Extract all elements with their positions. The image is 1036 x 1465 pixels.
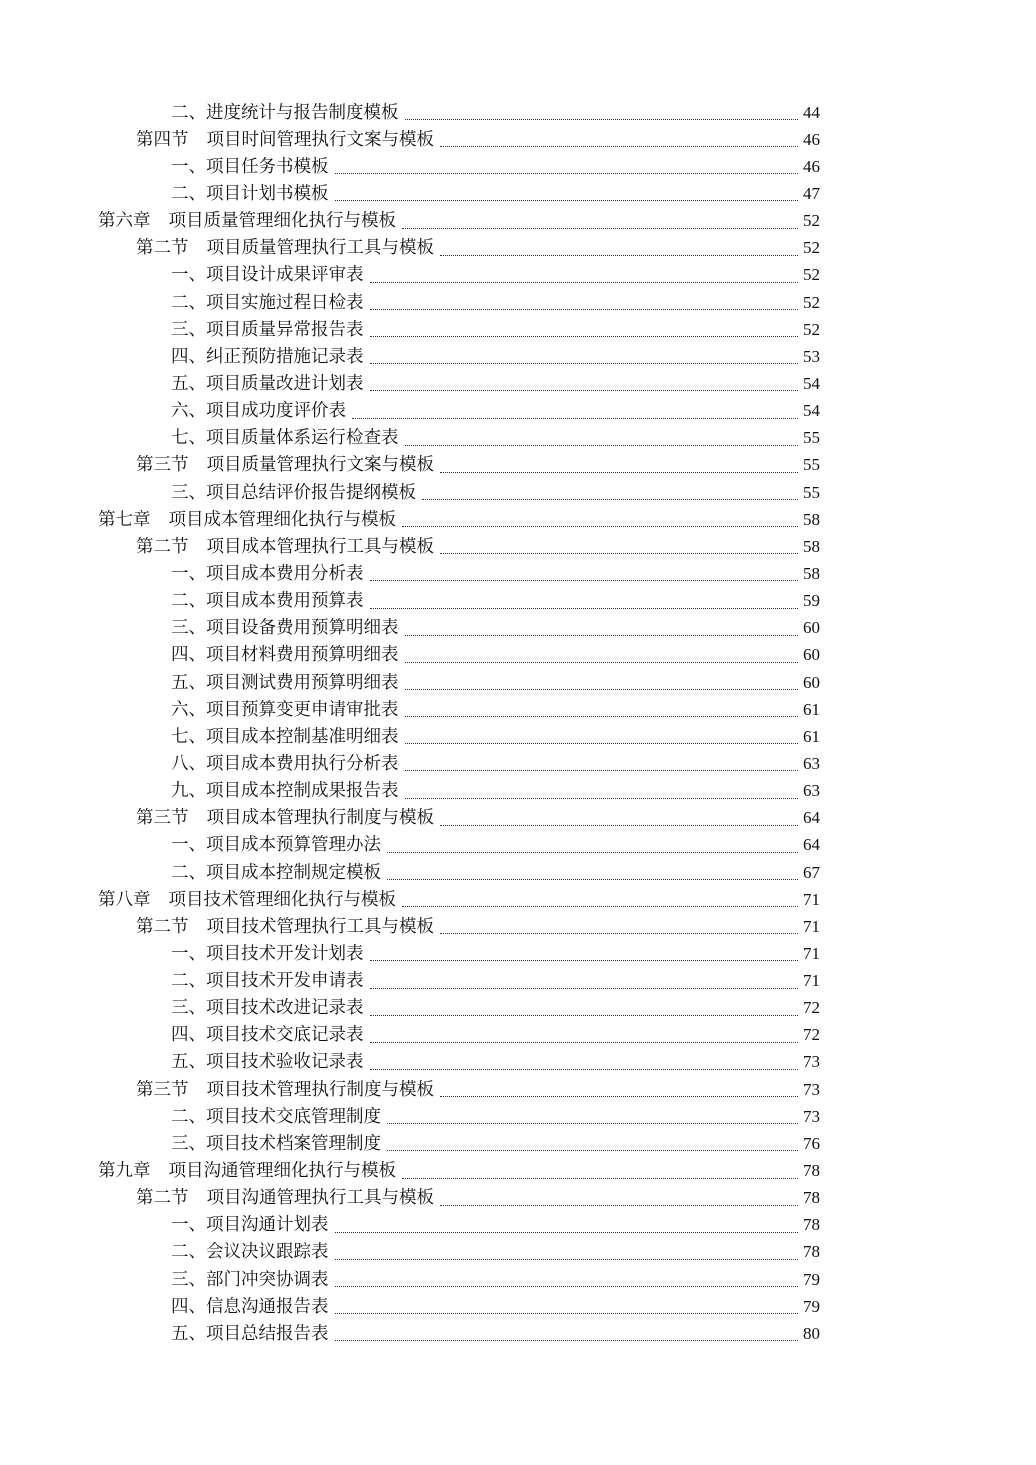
toc-entry-title [171,1052,368,1072]
toc-entry-number: 四、 [171,1296,206,1317]
dot-leader [335,1232,799,1233]
toc-entry-number: 第四节 [136,129,189,150]
toc-entry-text: 项目技术改进记录表 [206,998,364,1019]
toc-entry-text: 项目质量管理细化执行与模板 [168,211,396,232]
toc-page-number: 47 [803,183,820,203]
toc-entry[interactable] [0,642,1036,669]
dot-leader [387,1150,798,1151]
toc-entry[interactable] [0,1266,1036,1293]
toc-entry-text: 项目总结报告表 [206,1323,329,1344]
toc-entry-number: 四、 [171,346,206,367]
toc-entry-text: 项目预算变更申请审批表 [206,699,399,720]
toc-entry-text: 项目技术交底管理制度 [206,1106,381,1127]
toc-entry-text: 项目沟通管理细化执行与模板 [168,1161,396,1182]
toc-entry[interactable] [0,1293,1036,1320]
toc-entry-number: 四、 [171,1025,206,1046]
toc-entry-title [171,1134,385,1154]
toc-page-number: 63 [803,781,820,801]
dot-leader [440,553,798,554]
toc-entry[interactable] [0,995,1036,1022]
toc-entry-number: 二、 [171,862,206,883]
dot-leader [402,1178,798,1179]
toc-entry-title [171,645,403,665]
toc-entry[interactable] [0,1157,1036,1184]
toc-page-number: 58 [803,536,820,556]
dot-leader [405,689,799,690]
toc-entry-text: 项目质量改进计划表 [206,373,364,394]
toc-entry-title [171,1297,333,1317]
toc-entry-title [171,781,403,801]
toc-entry-title [171,293,368,313]
toc-entry-title [171,835,385,855]
toc-entry-number: 七、 [171,726,206,747]
toc-entry-text: 项目质量异常报告表 [206,319,364,340]
toc-page-number: 78 [803,1215,820,1235]
toc-entry-text: 进度统计与报告制度模板 [206,102,399,123]
toc-entry-title [136,537,438,557]
toc-entry[interactable] [0,778,1036,805]
toc-entry[interactable] [0,1212,1036,1239]
toc-page-number: 80 [803,1323,820,1343]
toc-entry-title [98,1161,400,1181]
toc-page-number: 73 [803,1079,820,1099]
toc-entry[interactable] [0,560,1036,587]
toc-page-number: 46 [803,156,820,176]
toc-entry[interactable] [0,1049,1036,1076]
toc-entry[interactable] [0,425,1036,452]
toc-entry-number: 二、 [171,1242,206,1263]
toc-entry-title [171,374,368,394]
toc-entry-number: 一、 [171,835,206,856]
toc-entry-title [98,510,400,530]
toc-entry[interactable] [0,180,1036,207]
toc-entry-number: 七、 [171,428,206,449]
dot-leader [370,1042,799,1043]
toc-entry-title [171,1107,385,1127]
toc-entry-number: 五、 [171,1323,206,1344]
dot-leader [405,662,799,663]
toc-entry-number: 二、 [171,183,206,204]
toc-entry-title [171,727,403,747]
toc-entry-title [171,265,368,285]
dot-leader [405,716,799,717]
toc-entry-number: 第六章 [98,211,151,232]
toc-entry[interactable] [0,1130,1036,1157]
toc-entry-text: 纠正预防措施记录表 [206,346,364,367]
toc-entry-title [171,944,368,964]
toc-entry-title [171,754,403,774]
dot-leader [405,635,799,636]
dot-leader [405,743,799,744]
toc-page-number: 53 [803,346,820,366]
toc-page-number: 76 [803,1133,820,1153]
toc-entry-number: 九、 [171,781,206,802]
toc-entry-number: 三、 [171,998,206,1019]
toc-entry-number: 三、 [171,319,206,340]
dot-leader [335,1286,799,1287]
toc-page-number: 79 [803,1269,820,1289]
dot-leader [405,445,799,446]
toc-entry[interactable] [0,588,1036,615]
dot-leader [405,798,799,799]
toc-entry-text: 项目成本管理执行工具与模板 [206,536,434,557]
toc-entry-text: 项目成本控制成果报告表 [206,781,399,802]
toc-entry-text: 项目技术交底记录表 [206,1025,364,1046]
toc-entry[interactable] [0,1320,1036,1347]
toc-entry-title [171,483,420,503]
toc-page-number: 61 [803,699,820,719]
toc-entry-text: 项目成本费用执行分析表 [206,753,399,774]
toc-entry-text: 项目沟通计划表 [206,1215,329,1236]
toc-entry-title [136,455,438,475]
toc-page-number: 71 [803,971,820,991]
toc-entry[interactable] [0,968,1036,995]
toc-entry-number: 五、 [171,1052,206,1073]
toc-page-number: 52 [803,238,820,258]
toc-entry-number: 第二节 [136,536,189,557]
toc-page-number: 64 [803,835,820,855]
toc-entry-text: 项目质量管理执行文案与模板 [206,455,434,476]
toc-entry[interactable] [0,832,1036,859]
toc-entry[interactable] [0,1185,1036,1212]
toc-entry-title [171,863,385,883]
toc-entry-text: 项目质量管理执行工具与模板 [206,238,434,259]
toc-entry[interactable] [0,506,1036,533]
toc-page-number: 59 [803,591,820,611]
toc-entry[interactable] [0,859,1036,886]
toc-entry[interactable] [0,913,1036,940]
toc-entry[interactable] [0,669,1036,696]
toc-entry-text: 项目计划书模板 [206,183,329,204]
toc-entry-title [171,428,403,448]
toc-entry[interactable] [0,1076,1036,1103]
toc-entry[interactable] [0,452,1036,479]
dot-leader [405,119,799,120]
toc-page-number: 54 [803,401,820,421]
toc-entry-text: 项目成本控制基准明细表 [206,726,399,747]
dot-leader [402,906,798,907]
toc-entry-number: 第九章 [98,1161,151,1182]
toc-entry-text: 项目成功度评价表 [206,401,346,422]
toc-entry-text: 项目技术管理细化执行与模板 [168,889,396,910]
toc-entry-title [171,1215,333,1235]
toc-entry-text: 项目技术验收记录表 [206,1052,364,1073]
toc-entry-text: 项目时间管理执行文案与模板 [206,129,434,150]
toc-page-number: 61 [803,726,820,746]
dot-leader [335,200,799,201]
toc-entry-number: 三、 [171,618,206,639]
toc-entry-text: 项目任务书模板 [206,156,329,177]
toc-entry[interactable] [0,696,1036,723]
toc-page-number: 78 [803,1161,820,1181]
dot-leader [370,988,799,989]
toc-page-number: 73 [803,1106,820,1126]
dot-leader [440,1096,798,1097]
toc-page-number: 44 [803,102,820,122]
toc-entry-text: 项目质量体系运行检查表 [206,428,399,449]
toc-entry-text: 项目实施过程日检表 [206,292,364,313]
toc-entry[interactable] [0,1103,1036,1130]
toc-entry-title [171,157,333,177]
dot-leader [370,1015,799,1016]
dot-leader [440,472,798,473]
toc-entry-number: 第三节 [136,1079,189,1100]
toc-entry[interactable] [0,153,1036,180]
toc-page-number: 55 [803,455,820,475]
dot-leader [402,228,798,229]
dot-leader [402,526,798,527]
toc-entry-text: 项目成本控制规定模板 [206,862,381,883]
toc-entry-number: 六、 [171,699,206,720]
dot-leader [387,852,798,853]
dot-leader [370,390,799,391]
toc-entry-title [171,591,368,611]
toc-entry-title [136,238,438,258]
toc-entry[interactable] [0,886,1036,913]
dot-leader [335,1259,799,1260]
toc-entry[interactable] [0,235,1036,262]
dot-leader [440,146,798,147]
toc-entry-text: 项目设计成果评审表 [206,265,364,286]
toc-entry-number: 三、 [171,1269,206,1290]
toc-entry-title [171,1242,333,1262]
dot-leader [440,255,798,256]
toc-entry[interactable] [0,343,1036,370]
toc-entry-title [171,1324,333,1344]
toc-page-number: 60 [803,645,820,665]
toc-entry-text: 信息沟通报告表 [206,1296,329,1317]
dot-leader [405,770,799,771]
dot-leader [370,580,799,581]
toc-page-number: 54 [803,373,820,393]
toc-page-number: 52 [803,265,820,285]
toc-entry-number: 一、 [171,1215,206,1236]
toc-entry-title [136,1080,438,1100]
toc-entry[interactable] [0,940,1036,967]
toc-entry-title [136,808,438,828]
toc-entry-title [98,211,400,231]
toc-entry-number: 八、 [171,753,206,774]
dot-leader [387,1123,798,1124]
toc-entry-text: 项目成本管理执行制度与模板 [206,808,434,829]
toc-entry-text: 项目成本费用预算表 [206,591,364,612]
dot-leader [440,825,798,826]
toc-page-number: 73 [803,1052,820,1072]
toc-entry[interactable] [0,126,1036,153]
toc-entry-title [171,347,368,367]
toc-page-number: 72 [803,1025,820,1045]
toc-page-number: 71 [803,916,820,936]
dot-leader [335,1340,799,1341]
dot-leader [335,173,799,174]
toc-entry-title [171,673,403,693]
toc-entry-text: 项目设备费用预算明细表 [206,618,399,639]
toc-page-number: 72 [803,998,820,1018]
dot-leader [370,336,799,337]
toc-entry[interactable] [0,262,1036,289]
toc-page-number: 58 [803,563,820,583]
toc-entry-number: 一、 [171,156,206,177]
toc-page-number: 67 [803,862,820,882]
toc-entry-number: 二、 [171,971,206,992]
toc-entry-title [171,1025,368,1045]
toc-entry-title [136,1188,438,1208]
toc-entry[interactable] [0,479,1036,506]
dot-leader [370,960,799,961]
toc-entry-title [171,320,368,340]
toc-entry-text: 项目测试费用预算明细表 [206,672,399,693]
toc-entry-text: 项目技术管理执行制度与模板 [206,1079,434,1100]
toc-entry[interactable] [0,1239,1036,1266]
toc-entry-number: 第八章 [98,889,151,910]
toc-entry-number: 一、 [171,265,206,286]
toc-entry[interactable] [0,615,1036,642]
dot-leader [352,418,798,419]
toc-entry-title [171,971,368,991]
toc-entry-title [171,184,333,204]
toc-entry[interactable] [0,208,1036,235]
toc-page-number: 55 [803,428,820,448]
table-of-contents [0,99,1036,1347]
toc-entry-text: 项目成本管理细化执行与模板 [168,509,396,530]
dot-leader [370,363,799,364]
toc-page-number: 78 [803,1188,820,1208]
toc-entry-title [171,618,403,638]
toc-entry-number: 二、 [171,1106,206,1127]
toc-entry-title [171,1270,333,1290]
toc-page-number: 55 [803,482,820,502]
toc-entry-number: 二、 [171,292,206,313]
toc-entry-number: 第七章 [98,509,151,530]
toc-entry[interactable] [0,99,1036,126]
toc-entry-number: 第三节 [136,808,189,829]
toc-entry-number: 五、 [171,373,206,394]
toc-entry-title [171,103,403,123]
toc-entry-title [136,130,438,150]
toc-entry[interactable] [0,316,1036,343]
toc-entry-text: 项目成本费用分析表 [206,563,364,584]
toc-entry-title [136,917,438,937]
toc-entry[interactable] [0,750,1036,777]
dot-leader [440,933,798,934]
toc-page-number: 71 [803,889,820,909]
toc-entry[interactable] [0,723,1036,750]
toc-page-number: 58 [803,509,820,529]
dot-leader [440,1205,798,1206]
toc-entry[interactable] [0,289,1036,316]
toc-entry-text: 项目总结评价报告提纲模板 [206,482,416,503]
toc-entry-title [171,700,403,720]
toc-entry-title [171,401,350,421]
toc-page-number: 46 [803,129,820,149]
dot-leader [370,1069,799,1070]
toc-entry-text: 项目技术开发申请表 [206,971,364,992]
toc-entry[interactable] [0,398,1036,425]
toc-entry[interactable] [0,805,1036,832]
toc-page-number: 78 [803,1242,820,1262]
toc-entry-text: 项目成本预算管理办法 [206,835,381,856]
toc-entry-title [98,890,400,910]
toc-entry-number: 五、 [171,672,206,693]
toc-entry-text: 项目技术管理执行工具与模板 [206,916,434,937]
toc-entry-text: 项目材料费用预算明细表 [206,645,399,666]
toc-entry-text: 部门冲突协调表 [206,1269,329,1290]
toc-entry-text: 项目沟通管理执行工具与模板 [206,1188,434,1209]
toc-entry-title [171,998,368,1018]
dot-leader [370,282,799,283]
dot-leader [370,309,799,310]
toc-entry-number: 三、 [171,1133,206,1154]
toc-entry-number: 三、 [171,482,206,503]
dot-leader [370,608,799,609]
toc-entry-number: 第二节 [136,1188,189,1209]
toc-page-number: 52 [803,211,820,231]
toc-page-number: 60 [803,618,820,638]
toc-entry-title [171,564,368,584]
toc-page-number: 52 [803,319,820,339]
toc-entry-number: 二、 [171,102,206,123]
toc-entry[interactable] [0,1022,1036,1049]
toc-entry-number: 第二节 [136,916,189,937]
dot-leader [422,499,798,500]
toc-page-number: 79 [803,1296,820,1316]
toc-page-number: 52 [803,292,820,312]
toc-entry-number: 二、 [171,591,206,612]
toc-entry[interactable] [0,370,1036,397]
toc-page-number: 71 [803,943,820,963]
toc-entry-number: 第二节 [136,238,189,259]
toc-entry-number: 六、 [171,401,206,422]
toc-page-number: 63 [803,753,820,773]
toc-entry-number: 第三节 [136,455,189,476]
toc-entry-text: 项目技术档案管理制度 [206,1133,381,1154]
toc-entry-text: 会议决议跟踪表 [206,1242,329,1263]
toc-entry-number: 一、 [171,563,206,584]
toc-page-number: 60 [803,672,820,692]
dot-leader [335,1313,799,1314]
toc-entry-number: 一、 [171,943,206,964]
toc-entry-number: 四、 [171,645,206,666]
toc-page-number: 64 [803,808,820,828]
dot-leader [387,879,798,880]
toc-entry-text: 项目技术开发计划表 [206,943,364,964]
toc-entry[interactable] [0,533,1036,560]
